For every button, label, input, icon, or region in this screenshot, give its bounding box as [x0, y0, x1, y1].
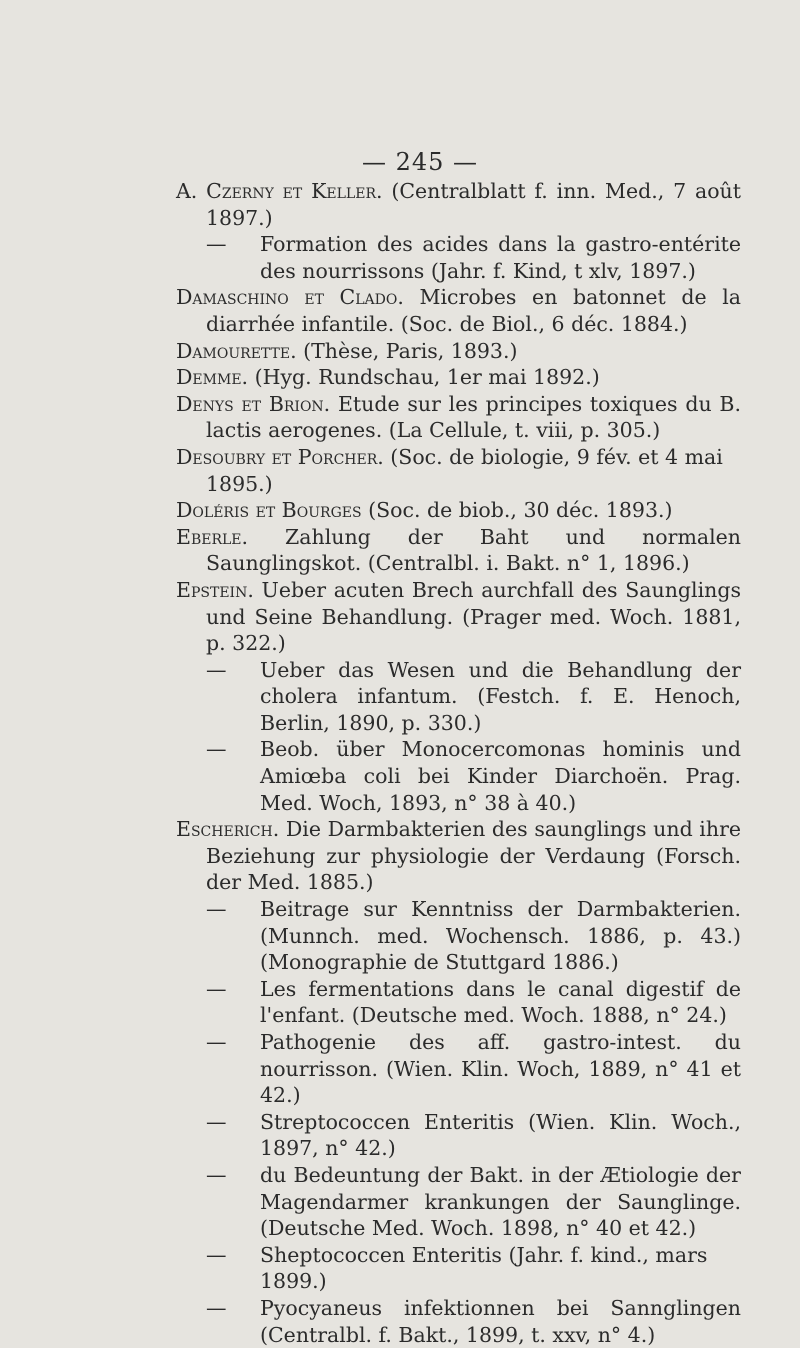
- bibliography-entry: [176, 1162, 741, 1242]
- entry-text: du Bedeuntung der Bakt. in der Ætiologie der Magendarmer krankungen der Saunglinge. (Deutsche Med. Woch. 1898, n° 40 et 42.): [260, 1162, 741, 1241]
- bibliography-entry: [176, 497, 741, 524]
- entry-author: Damourette.: [176, 338, 297, 363]
- bibliography-entry: [176, 1109, 741, 1162]
- entry-text: Microbes en batonnet de la diarrhée infantile. (Soc. de Biol., 6 déc. 1884.): [206, 285, 741, 336]
- entry-text: Pathogenie des aff. gastro-intest. du nourrisson. (Wien. Klin. Woch, 1889, n° 41 et 42.): [260, 1030, 741, 1108]
- entry-text: Streptococcen Enteritis (Wien. Klin. Woch., 1897, n° 42.): [260, 1109, 741, 1161]
- entry-author: Denys et Brion.: [176, 391, 331, 416]
- bibliography-entry: [176, 444, 741, 497]
- bibliography-list: [176, 178, 741, 1348]
- entry-author: A. Czerny et Keller.: [176, 179, 383, 203]
- entry-text: (Centralblatt f. inn. Med., 7 août 1897.): [206, 179, 741, 230]
- bibliography-entry: [176, 657, 741, 737]
- entry-text: Beob. über Monocercomonas hominis und Amiœba coli bei Kinder Diarchoën. Prag. Med. Woch, 1893, n° 38 à 40.): [260, 737, 741, 815]
- entry-author: Eberle.: [176, 524, 249, 549]
- bibliography-entry: [176, 736, 741, 816]
- bibliography-entry: [176, 391, 741, 444]
- bibliography-entry: [176, 577, 741, 657]
- page-number: — 245 —: [361, 148, 479, 176]
- ditto-dash: —: [206, 976, 227, 1001]
- entry-author: Desoubry et Porcher.: [176, 444, 384, 469]
- entry-text: Beitrage sur Kenntniss der Darmbakterien. (Munnch. med. Wochensch. 1886, p. 43.) (Monographie de Stuttgard 1886.): [260, 897, 741, 975]
- entry-text: (Hyg. Rundschau, 1er mai 1892.): [248, 365, 600, 390]
- entry-text: (Thèse, Paris, 1893.): [296, 338, 518, 363]
- entry-text: Sheptococcen Enteritis (Jahr. f. kind., mars 1899.): [260, 1242, 708, 1294]
- entry-text: Les fermentations dans le canal digestif de l'enfant. (Deutsche med. Woch. 1888, n° 24.): [260, 976, 741, 1028]
- bibliography-entry: [176, 338, 741, 365]
- entry-text: Die Darmbakterien des saunglings und ihre Beziehung zur physiologie der Verdaung (Forsch. der Med. 1885.): [206, 817, 741, 895]
- bibliography-entry: [176, 1295, 741, 1348]
- entry-text: Ueber acuten Brech aurchfall des Saunglings und Seine Behandlung. (Prager med. Woch. 1881, p. 322.): [206, 577, 741, 656]
- bibliography-entry: [176, 284, 741, 337]
- entry-text: Ueber das Wesen und die Behandlung der cholera infantum. (Festch. f. E. Henoch, Berlin, 1890, p. 330.): [260, 657, 741, 735]
- bibliography-entry: [176, 364, 741, 391]
- bibliography-entry: [176, 896, 741, 976]
- ditto-dash: —: [206, 1295, 227, 1320]
- bibliography-entry: [176, 178, 741, 231]
- entry-text: Formation des acides dans la gastro-entérite des nourrissons (Jahr. f. Kind, t xlv, 1897.): [260, 232, 741, 283]
- entry-author: Doléris et Bourges: [176, 498, 362, 523]
- entry-text: (Soc. de biob., 30 déc. 1893.): [361, 498, 673, 523]
- entry-text: Pyocyaneus infektionnen bei Sannglingen (Centralbl. f. Bakt., 1899, t. xxv, n° 4.): [260, 1295, 741, 1347]
- entry-text: Etude sur les principes toxiques du B. lactis aerogenes. (La Cellule, t. viii, p. 305.): [206, 391, 741, 443]
- bibliography-entry: [176, 524, 741, 577]
- bibliography-entry: [176, 231, 741, 284]
- ditto-dash: —: [206, 897, 227, 922]
- ditto-dash: —: [206, 1242, 227, 1267]
- ditto-dash: —: [206, 1109, 227, 1134]
- bibliography-entry: [176, 1029, 741, 1109]
- entry-text: (Soc. de biologie, 9 fév. et 4 mai 1895.): [206, 444, 723, 496]
- entry-author: Damaschino et Clado.: [176, 285, 404, 310]
- bibliography-entry: [176, 1242, 741, 1295]
- entry-author: Epstein.: [176, 577, 254, 602]
- ditto-dash: —: [206, 232, 227, 257]
- bibliography-entry: [176, 816, 741, 896]
- ditto-dash: —: [206, 1030, 227, 1054]
- entry-author: Escherich.: [176, 817, 280, 842]
- bibliography-entry: [176, 976, 741, 1029]
- entry-author: Demme.: [176, 365, 249, 390]
- entry-text: Zahlung der Baht und normalen Saunglingskot. (Centralbl. i. Bakt. n° 1, 1896.): [206, 524, 741, 576]
- ditto-dash: —: [206, 737, 227, 762]
- ditto-dash: —: [206, 657, 227, 682]
- ditto-dash: —: [206, 1162, 227, 1187]
